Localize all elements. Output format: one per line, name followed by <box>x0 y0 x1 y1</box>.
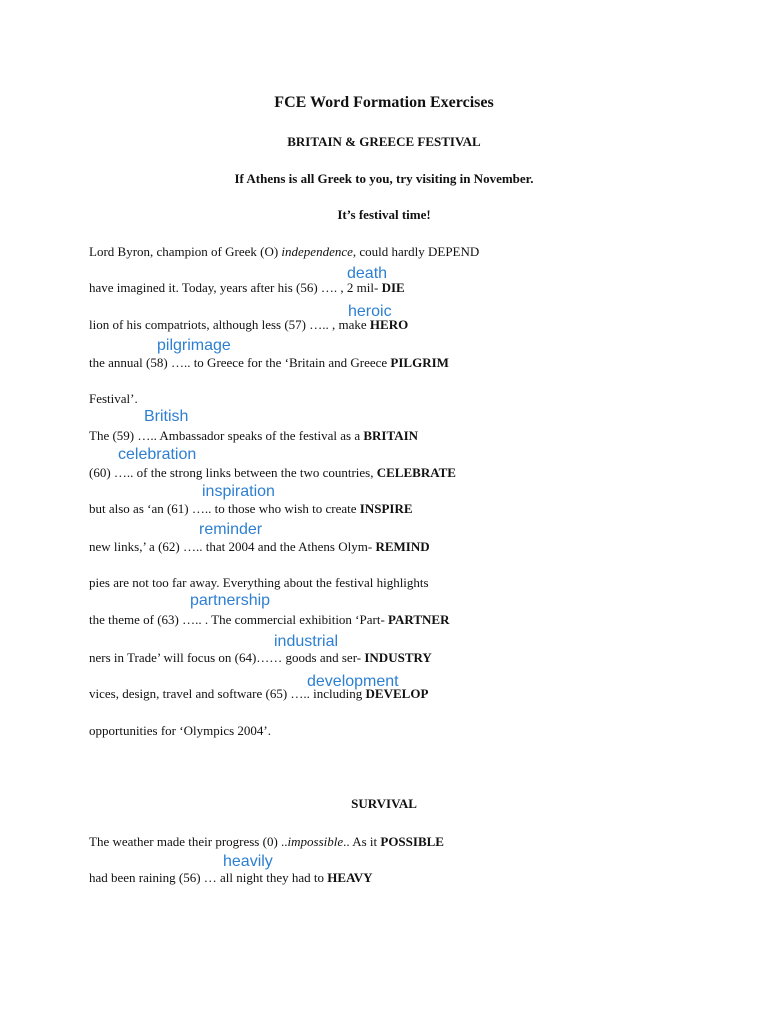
answer-industrial: industrial <box>274 633 339 650</box>
answer-heroic: heroic <box>348 303 392 320</box>
exercise-line: have imagined it. Today, years after his (56) …. , 2 mil- DIE <box>89 280 405 295</box>
answer-partnership: partnership <box>190 592 271 609</box>
exercise-line: The weather made their progress (0) ..impossible.. As it POSSIBLE <box>89 834 444 849</box>
exercise-line: new links,’ a (62) ….. that 2004 and the Athens Olym- REMIND <box>89 539 430 554</box>
subtitle: If Athens is all Greek to you, try visiting in November. <box>234 171 534 186</box>
section-heading-survival: SURVIVAL <box>351 796 417 811</box>
exercise-line: The (59) ….. Ambassador speaks of the festival as a BRITAIN <box>89 428 419 443</box>
exercise-line: (60) ….. of the strong links between the two countries, CELEBRATE <box>89 465 456 480</box>
answer-death: death <box>347 265 388 282</box>
exercise-line: Festival’. <box>89 391 138 406</box>
section-heading-festival: BRITAIN & GREECE FESTIVAL <box>287 134 481 149</box>
exercise-line: the annual (58) ….. to Greece for the ‘Britain and Greece PILGRIM <box>89 355 449 370</box>
exercise-line: vices, design, travel and software (65) ….. including DEVELOP <box>89 686 429 701</box>
tagline: It’s festival time! <box>337 207 431 222</box>
exercise-line: ners in Trade’ will focus on (64)…… goods and ser- INDUSTRY <box>89 650 432 665</box>
exercise-line: pies are not too far away. Everything about the festival highlights <box>89 575 429 590</box>
document-title: FCE Word Formation Exercises <box>274 94 494 111</box>
exercise-line: opportunities for ‘Olympics 2004’. <box>89 723 271 738</box>
exercise-line: but also as ‘an (61) ….. to those who wish to create INSPIRE <box>89 501 413 516</box>
answer-reminder: reminder <box>199 521 263 538</box>
exercise-line: the theme of (63) ….. . The commercial exhibition ‘Part- PARTNER <box>89 612 450 627</box>
answer-celebration: celebration <box>118 446 197 463</box>
exercise-line: lion of his compatriots, although less (57) ….. , make HERO <box>89 317 409 332</box>
answer-heavily: heavily <box>223 853 273 870</box>
answer-pilgrimage: pilgrimage <box>157 337 231 354</box>
answer-british: British <box>144 408 189 425</box>
answer-inspiration: inspiration <box>202 483 275 500</box>
exercise-line: had been raining (56) … all night they had to HEAVY <box>89 870 373 885</box>
answer-development: development <box>307 673 399 690</box>
exercise-line: Lord Byron, champion of Greek (O) independence, could hardly DEPEND <box>89 244 480 259</box>
